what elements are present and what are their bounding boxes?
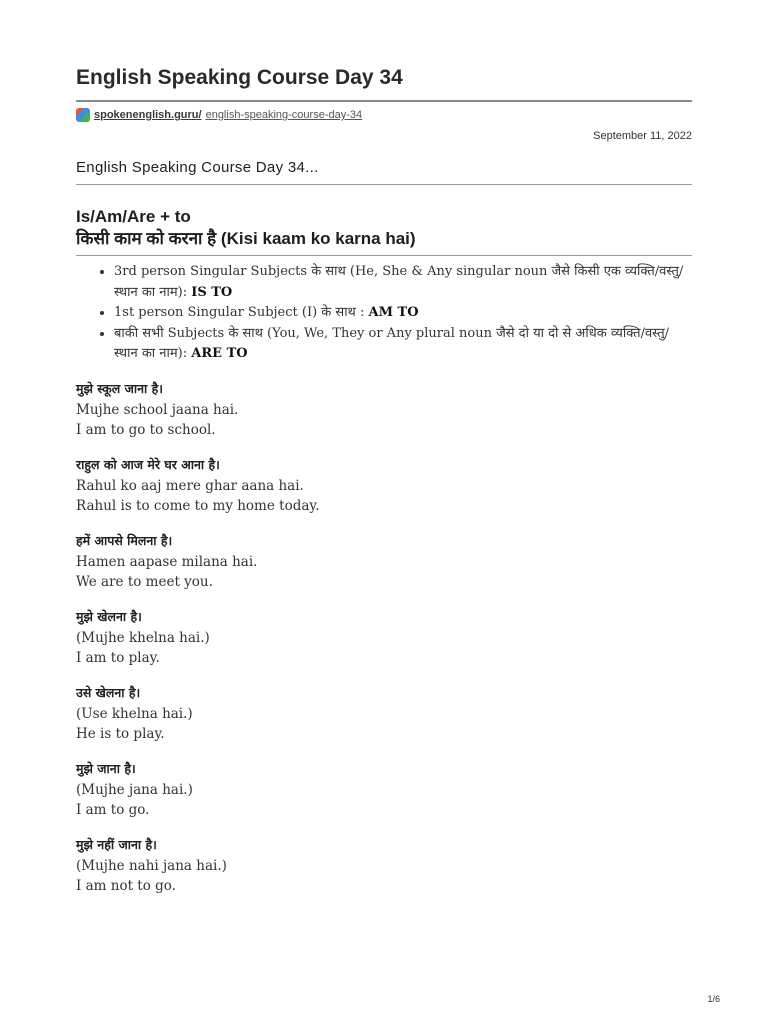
example-block (76, 607, 210, 669)
example-roman: (Mujhe jana hai.) (76, 781, 193, 798)
rule-item (114, 303, 692, 324)
rule-text: बाकी सभी Subjects के साथ (You, We, They or Any plural noun जैसे दो या दो से अधिक व्यक्ति/वस्तु/स्थान का नाम): (114, 325, 670, 361)
example-english: I am to go. (76, 802, 150, 818)
rule-form: IS TO (191, 284, 233, 300)
rules-list (76, 262, 692, 365)
example-block (76, 531, 257, 593)
example-block (76, 455, 320, 517)
example-block (76, 379, 238, 441)
example-roman: (Use khelna hai.) (76, 705, 193, 722)
example-roman: Hamen aapase milana hai. (76, 553, 258, 570)
page-number: 1/6 (707, 994, 720, 1004)
example-hindi: मुझे जाना है। (76, 761, 136, 776)
section-heading-line1: Is/Am/Are + to (76, 207, 191, 226)
example-hindi: मुझे स्कूल जाना है। (76, 381, 163, 396)
example-hindi: मुझे नहीं जाना है। (76, 837, 157, 852)
example-hindi: हमें आपसे मिलना है। (76, 533, 173, 548)
rule-form: ARE TO (191, 346, 248, 361)
rule-text: 1st person Singular Subject (I) के साथ : (114, 305, 369, 320)
title-divider (76, 100, 692, 102)
rule-form: AM TO (368, 305, 419, 320)
example-roman: (Mujhe khelna hai.) (76, 629, 210, 646)
rule-item (114, 324, 692, 365)
example-roman: Rahul ko aaj mere ghar aana hai. (76, 477, 304, 494)
article-summary: English Speaking Course Day 34... (76, 159, 319, 176)
rule-item (114, 262, 692, 303)
example-hindi: उसे खेलना है। (76, 685, 141, 700)
example-english: We are to meet you. (76, 574, 213, 590)
example-roman: (Mujhe nahi jana hai.) (76, 857, 227, 874)
example-roman: Mujhe school jaana hai. (76, 401, 239, 418)
section-heading-line2: किसी काम को करना है (Kisi kaam ko karna hai) (76, 229, 416, 248)
source-domain[interactable]: spokenenglish.guru/ (94, 109, 202, 121)
example-english: He is to play. (76, 726, 165, 742)
example-english: Rahul is to come to my home today. (76, 498, 320, 514)
source-link[interactable] (76, 107, 362, 123)
example-block (76, 759, 193, 821)
example-hindi: राहुल को आज मेरे घर आना है। (76, 457, 220, 472)
rule-text: 3rd person Singular Subjects के साथ (He, She & Any singular noun जैसे किसी एक व्यक्ति/वस्तु/स्थान का नाम): (114, 264, 684, 300)
summary-divider (76, 184, 692, 185)
example-block (76, 683, 193, 745)
example-english: I am to go to school. (76, 422, 216, 438)
section-heading (76, 206, 416, 250)
site-favicon-icon (76, 108, 90, 122)
example-english: I am to play. (76, 650, 160, 666)
page-title: English Speaking Course Day 34 (76, 66, 403, 89)
example-hindi: मुझे खेलना है। (76, 609, 142, 624)
example-english: I am not to go. (76, 878, 176, 894)
source-path[interactable]: english-speaking-course-day-34 (205, 109, 363, 121)
heading-divider (76, 255, 692, 256)
example-block (76, 835, 227, 897)
publish-date: September 11, 2022 (593, 130, 692, 142)
